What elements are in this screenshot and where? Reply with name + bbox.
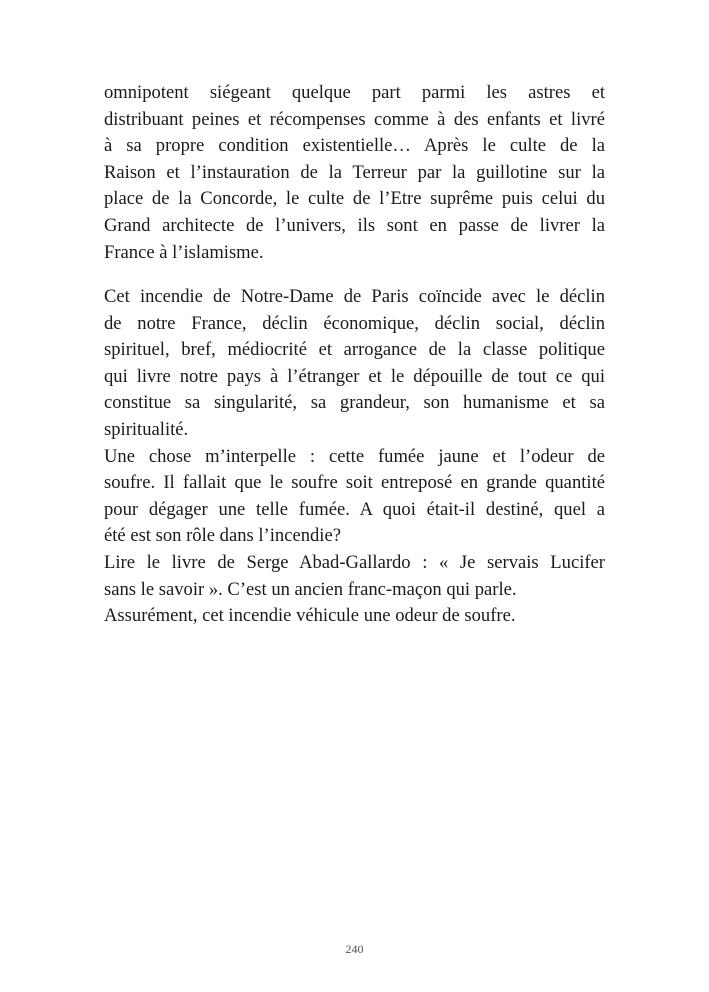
text-line: spirituel, bref, médiocrité et arrogance de la classe politique (104, 339, 605, 361)
text-line: à sa propre condition existentielle… Après le culte de la (104, 135, 605, 157)
paragraph-1 (104, 80, 605, 266)
text-line: constitue sa singularité, sa grandeur, son humanisme et sa (104, 392, 605, 414)
paragraph-2 (104, 284, 605, 630)
text-line: pour dégager une telle fumée. A quoi était-il destiné, quel a (104, 498, 605, 520)
text-line: omnipotent siégeant quelque part parmi les astres et (104, 82, 605, 103)
text-line: Grand architecte de l’univers, ils sont en passe de livrer la (104, 214, 605, 236)
text-line: été est son rôle dans l’incendie? (104, 525, 341, 547)
text-line: Lire le livre de Serge Abad-Gallardo : « Je servais Lucifer (104, 551, 605, 573)
page-number: 240 (345, 942, 364, 956)
text-line: soufre. Il fallait que le soufre soit entreposé en grande quantité (104, 472, 605, 494)
text-line: qui livre notre pays à l’étranger et le dépouille de tout ce qui (104, 365, 605, 387)
text-line: de notre France, déclin économique, déclin social, déclin (104, 312, 605, 334)
text-line: Raison et l’instauration de la Terreur par la guillotine sur la (104, 161, 605, 183)
text-line: Assurément, cet incendie véhicule une odeur de soufre. (104, 605, 516, 627)
text-line: France à l’islamisme. (104, 241, 264, 263)
text-line: Cet incendie de Notre-Dame de Paris coïncide avec le déclin (104, 286, 605, 307)
text-line: Une chose m’interpelle : cette fumée jaune et l’odeur de (104, 445, 605, 467)
text-line: place de la Concorde, le culte de l’Etre suprême puis celui du (104, 188, 605, 210)
text-line: spiritualité. (104, 418, 189, 440)
text-line: sans le savoir ». C’est un ancien franc-maçon qui parle. (104, 578, 517, 600)
text-line: distribuant peines et récompenses comme à des enfants et livré (104, 108, 605, 130)
